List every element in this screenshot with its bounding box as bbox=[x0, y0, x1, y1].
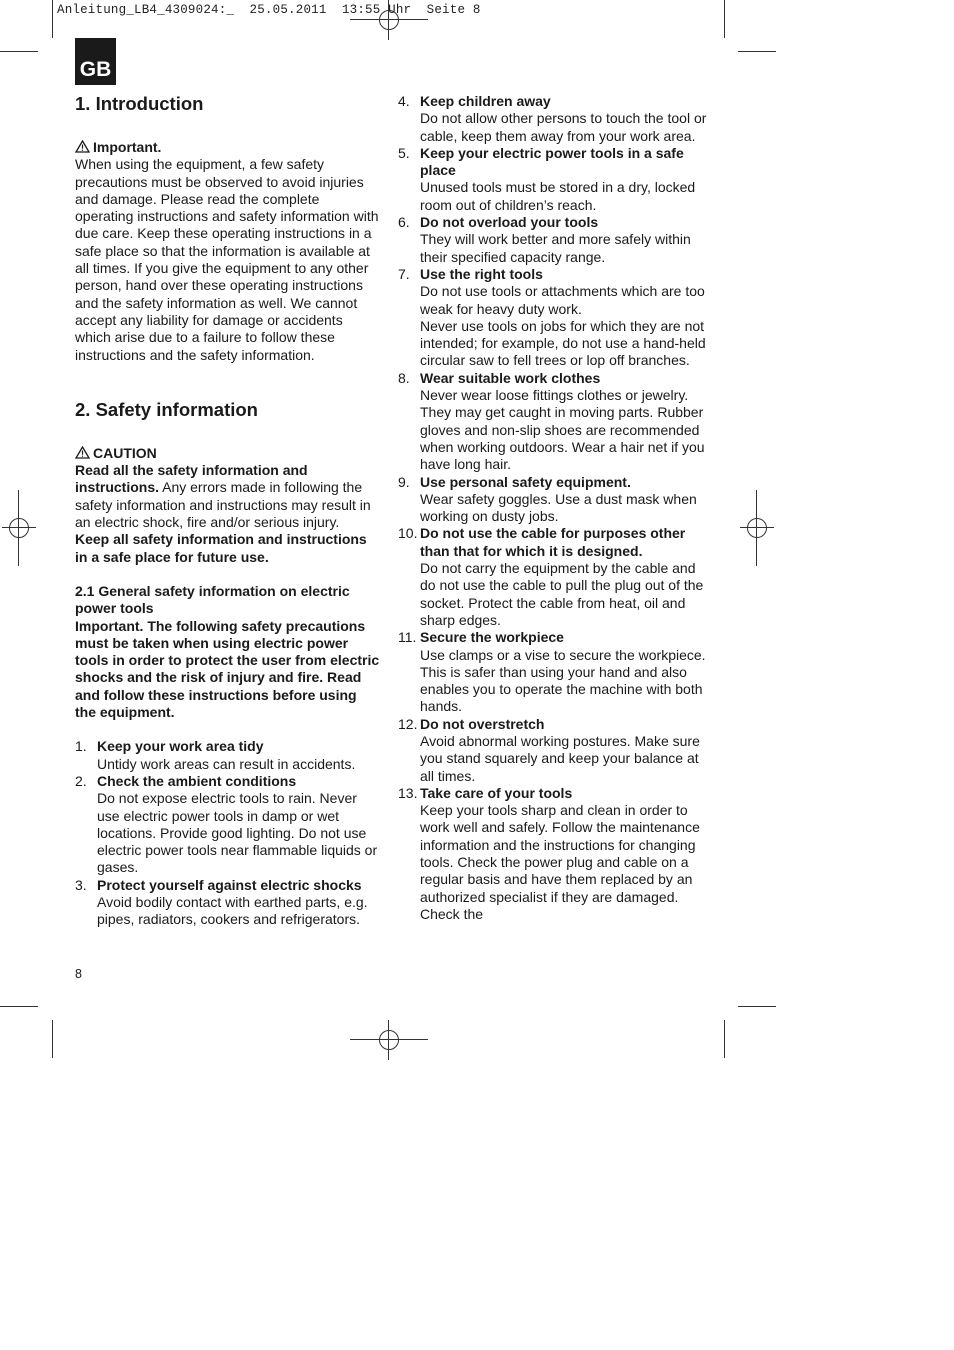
list-item-number: 6. bbox=[398, 214, 410, 231]
safety-read-rest: Any errors made in following the safety information and instructions may result in an electric shock, fire and/or serious injury. bbox=[75, 479, 371, 531]
list-item-number: 5. bbox=[398, 144, 410, 161]
list-item-number: 2. bbox=[75, 772, 87, 789]
list-item-title: Keep your electric power tools in a safe place bbox=[420, 144, 684, 179]
safety-keep-paragraph: Keep all safety information and instructions in a safe place for future use. bbox=[75, 531, 367, 565]
list-item-text: Unused tools must be stored in a dry, locked room out of children’s reach. bbox=[420, 179, 696, 213]
list-item-number: 1. bbox=[75, 738, 87, 755]
list-item bbox=[398, 145, 708, 214]
list-item-number: 8. bbox=[398, 369, 410, 386]
list-item-title: Protect yourself against electric shocks bbox=[97, 876, 362, 893]
list-item-number: 12. bbox=[398, 715, 418, 732]
intro-body: When using the equipment, a few safety precautions must be observed to avoid injuries and damage. Please read the complete operating instructions and safety information with due care. Keep these operating instructions in a safe place so that the information is available at all times. If you give the equipment to any other person, hand over these operating instructions and the safety information as well. We cannot accept any liability for damage or accidents which arise due to a failure to follow these instructions and the safety information. bbox=[75, 156, 379, 363]
list-item bbox=[398, 266, 708, 370]
list-item-text: Avoid bodily contact with earthed parts, e.g. pipes, radiators, cookers and refrigerators. bbox=[97, 893, 368, 928]
crop-mark bbox=[756, 490, 757, 566]
list-item-title: Do not overstretch bbox=[420, 715, 545, 732]
crop-mark bbox=[738, 51, 776, 52]
list-item bbox=[398, 93, 708, 145]
list-item-title: Use personal safety equipment. bbox=[420, 473, 631, 490]
crop-mark bbox=[724, 1020, 725, 1058]
list-item-title: Check the ambient conditions bbox=[97, 772, 297, 789]
safety-read-bold: Read all the safety information and instructions. bbox=[75, 462, 308, 496]
list-item bbox=[398, 785, 708, 923]
list-item-text: Wear safety goggles. Use a dust mask when working on dusty jobs. bbox=[420, 490, 697, 525]
list-item bbox=[398, 474, 708, 526]
list-item bbox=[398, 716, 708, 785]
list-item-text: They will work better and more safely within their specified capacity range. bbox=[420, 231, 691, 265]
list-item-text: Do not carry the equipment by the cable and do not use the cable to pull the plug out of the socket. Protect the cable from heat, oil and sharp edges. bbox=[420, 560, 704, 628]
list-item-title: Keep your work area tidy bbox=[97, 738, 264, 755]
registration-mark bbox=[2, 511, 36, 545]
caution-label: CAUTION bbox=[93, 444, 157, 461]
list-item-text: Keep your tools sharp and clean in order to work well and safely. Follow the maintenance information and the instructions for changing tools. Check the power plug and cable on a regular basis and have them replaced by an authorized specialist if they are damaged. Check the bbox=[420, 802, 700, 922]
list-item-text: Never use tools on jobs for which they are not intended; for example, do not use a hand-held circular saw to fell trees or lop off branches. bbox=[420, 317, 706, 369]
list-item-text: Use clamps or a vise to secure the workpiece. This is safer than using your hand and also enables you to operate the machine with both hands. bbox=[420, 646, 706, 715]
subsection-important: Important. The following safety precautions must be taken when using electric power tools in order to protect the user from electric shocks and the risk of injury and fire. Read and follow these instructions before using the equipment. bbox=[75, 617, 380, 721]
list-item-number: 13. bbox=[398, 784, 418, 801]
list-item-number: 9. bbox=[398, 473, 410, 490]
list-item-text: Do not allow other persons to touch the tool or cable, keep them away from your work area. bbox=[420, 110, 707, 144]
list-item bbox=[398, 370, 708, 474]
list-item bbox=[75, 877, 381, 929]
safety-read-paragraph bbox=[75, 462, 381, 531]
list-item-number: 11. bbox=[398, 629, 417, 646]
left-column bbox=[75, 92, 381, 929]
list-item-title: Wear suitable work clothes bbox=[420, 369, 601, 386]
list-item-text: Do not expose electric tools to rain. Never use electric power tools in damp or wet locations. Provide good lighting. Do not use electric power tools near flammable liquids or gases. bbox=[97, 790, 378, 876]
list-item bbox=[75, 738, 381, 773]
list-item-title: Take care of your tools bbox=[420, 784, 573, 801]
list-item-title: Secure the workpiece bbox=[420, 629, 564, 646]
registration-mark bbox=[350, 1020, 428, 1060]
warning-triangle-icon bbox=[75, 140, 90, 153]
subsection-title: 2.1 General safety information on electric power tools bbox=[75, 582, 350, 617]
crop-mark bbox=[0, 1006, 38, 1007]
list-item bbox=[75, 773, 381, 877]
important-label: Important. bbox=[93, 139, 162, 155]
list-item-title: Use the right tools bbox=[420, 265, 543, 282]
list-item bbox=[398, 525, 708, 629]
section-title-safety: 2. Safety information bbox=[75, 398, 258, 420]
list-item-number: 3. bbox=[75, 876, 87, 893]
safety-list-right bbox=[398, 93, 708, 923]
list-item-title: Keep children away bbox=[420, 93, 551, 109]
crop-mark bbox=[18, 490, 19, 566]
section-title-introduction: 1. Introduction bbox=[75, 93, 204, 114]
list-item-text: Do not use tools or attachments which are too weak for heavy duty work. bbox=[420, 283, 705, 317]
list-item-number: 7. bbox=[398, 265, 410, 282]
safety-list-left bbox=[75, 738, 381, 928]
list-item bbox=[398, 629, 708, 715]
list-item-title: Do not use the cable for purposes other than that for which it is designed. bbox=[420, 525, 686, 559]
list-item-title: Do not overload your tools bbox=[420, 214, 599, 231]
list-item-number: 10. bbox=[398, 525, 418, 542]
crop-mark bbox=[724, 0, 725, 38]
crop-mark bbox=[738, 1006, 776, 1007]
caution-heading bbox=[75, 445, 381, 462]
list-item-text: Untidy work areas can result in accidents. bbox=[97, 755, 356, 772]
crop-mark bbox=[0, 51, 38, 52]
list-item-number: 4. bbox=[398, 93, 410, 109]
right-column bbox=[398, 93, 708, 923]
list-item-text: Never wear loose fittings clothes or jewelry. They may get caught in moving parts. Rubber gloves and non-slip shoes are recommended when working outdoors. Wear a hair net if you have long hair. bbox=[420, 387, 705, 473]
crop-mark bbox=[52, 1020, 53, 1058]
list-item-text: Avoid abnormal working postures. Make sure you stand squarely and keep your balance at all times. bbox=[420, 732, 700, 784]
warning-triangle-icon bbox=[75, 446, 90, 459]
language-badge: GB bbox=[75, 38, 116, 85]
list-item bbox=[398, 214, 708, 266]
page-number: 8 bbox=[75, 967, 82, 981]
crop-mark bbox=[52, 0, 53, 38]
registration-mark bbox=[740, 511, 774, 545]
important-heading bbox=[75, 139, 381, 156]
file-header: Anleitung_LB4_4309024:_ 25.05.2011 13:55 Uhr Seite 8 bbox=[57, 3, 481, 17]
